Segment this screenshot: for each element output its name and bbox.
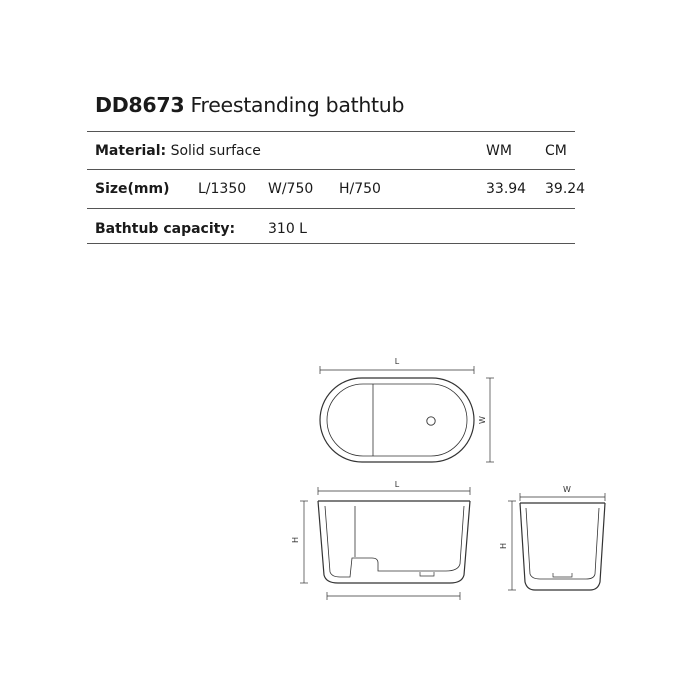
- size-label: Size(mm): [95, 181, 170, 197]
- product-name: Freestanding bathtub: [190, 93, 405, 117]
- side-view: [300, 487, 470, 600]
- end-drain: [553, 573, 572, 577]
- top-inner-rim: [327, 384, 467, 456]
- height-value: H/750: [339, 181, 381, 197]
- capacity-label: Bathtub capacity:: [95, 221, 236, 237]
- top-length-label: L: [394, 357, 400, 366]
- end-width-label: W: [563, 485, 571, 494]
- end-inner-shell: [526, 508, 599, 579]
- width-value: W/750: [268, 181, 314, 197]
- side-drain: [420, 572, 434, 576]
- end-view: [508, 493, 605, 590]
- length-value: L/1350: [198, 181, 247, 197]
- top-width-label: W: [478, 416, 487, 424]
- drain-hole: [427, 417, 435, 425]
- wm-header: WM: [486, 143, 512, 159]
- top-view: [320, 366, 494, 462]
- wm-value: 33.94: [486, 181, 527, 197]
- side-height-label: H: [291, 536, 300, 544]
- end-height-label: H: [499, 542, 508, 550]
- top-outer-rim: [320, 378, 474, 462]
- cm-value: 39.24: [545, 181, 586, 197]
- product-code: DD8673: [95, 93, 185, 117]
- capacity-value: 310 L: [268, 221, 307, 237]
- side-inner-shell: [325, 506, 464, 577]
- cm-header: CM: [545, 143, 567, 159]
- side-length-label: L: [394, 480, 400, 489]
- material-value: Solid surface: [170, 143, 261, 159]
- material-label: Material:: [95, 143, 167, 159]
